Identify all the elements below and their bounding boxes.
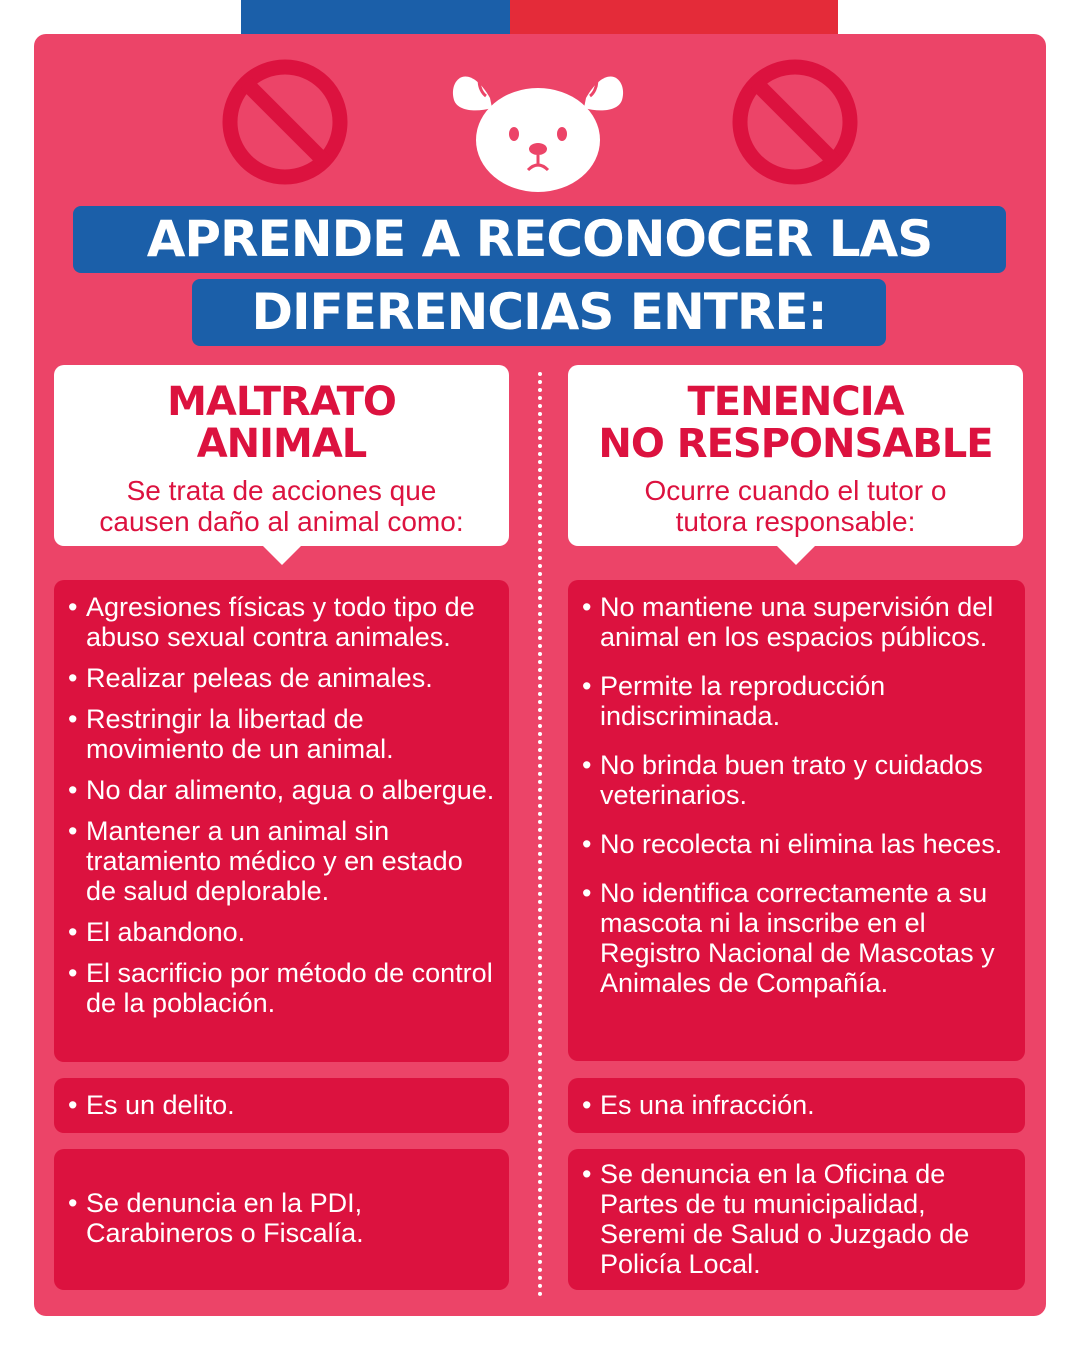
description-line: causen daño al animal como: (99, 506, 464, 537)
tenencia-report-box (568, 1149, 1025, 1290)
list-item: • No identifica correctamente a su mascota ni la inscribe en el Registro Nacional de Mascotas y Animales de Compañía. (582, 878, 1011, 998)
description-line: tutora responsable: (675, 506, 916, 537)
prohibition-icon (221, 58, 349, 186)
list-item: • Realizar peleas de animales. (68, 663, 495, 693)
heading-line: ANIMAL (196, 421, 367, 467)
maltrato-description (54, 475, 509, 537)
flag-stripe-blue (241, 0, 510, 34)
list-item: • No brinda buen trato y cuidados veterinarios. (582, 750, 1011, 810)
legal-status: • Es un delito. (68, 1090, 495, 1120)
prohibition-icon (731, 58, 859, 186)
tenencia-legal-status-box (568, 1078, 1025, 1133)
legal-status: • Es una infracción. (582, 1090, 1011, 1120)
title-line-1: APRENDE A RECONOCER LAS (73, 206, 1006, 273)
heading-line: NO RESPONSABLE (598, 421, 993, 467)
list-item: • Permite la reproducción indiscriminada. (582, 671, 1011, 731)
description-line: Ocurre cuando el tutor o (644, 475, 947, 506)
maltrato-header (54, 365, 509, 546)
report-info: • Se denuncia en la Oficina de Partes de tu municipalidad, Seremi de Salud o Juzgado de Policía Local. (582, 1159, 1011, 1279)
dog-face-icon (448, 50, 628, 195)
tenencia-heading (568, 381, 1023, 465)
heading-line: TENENCIA (687, 379, 904, 425)
maltrato-heading (54, 381, 509, 465)
heading-line: MALTRATO (167, 379, 396, 425)
list-item: • El abandono. (68, 917, 495, 947)
column-divider (538, 372, 542, 1297)
report-info: • Se denuncia en la PDI, Carabineros o Fiscalía. (68, 1188, 495, 1248)
maltrato-examples-box (54, 580, 509, 1062)
maltrato-legal-status-box (54, 1078, 509, 1133)
list-item: • Mantener a un animal sin tratamiento médico y en estado de salud deplorable. (68, 816, 495, 906)
tenencia-examples-box (568, 580, 1025, 1061)
description-line: Se trata de acciones que (126, 475, 437, 506)
list-item: • No recolecta ni elimina las heces. (582, 829, 1011, 859)
list-item: • Agresiones físicas y todo tipo de abuso sexual contra animales. (68, 592, 495, 652)
tenencia-description (568, 475, 1023, 537)
maltrato-report-box (54, 1149, 509, 1290)
title-line-2: DIFERENCIAS ENTRE: (192, 279, 886, 346)
list-item: • Restringir la libertad de movimiento de un animal. (68, 704, 495, 764)
tenencia-header (568, 365, 1023, 546)
list-item: • No mantiene una supervisión del animal en los espacios públicos. (582, 592, 1011, 652)
list-item: • No dar alimento, agua o albergue. (68, 775, 495, 805)
list-item: • El sacrificio por método de control de la población. (68, 958, 495, 1018)
flag-stripe-red (510, 0, 838, 34)
